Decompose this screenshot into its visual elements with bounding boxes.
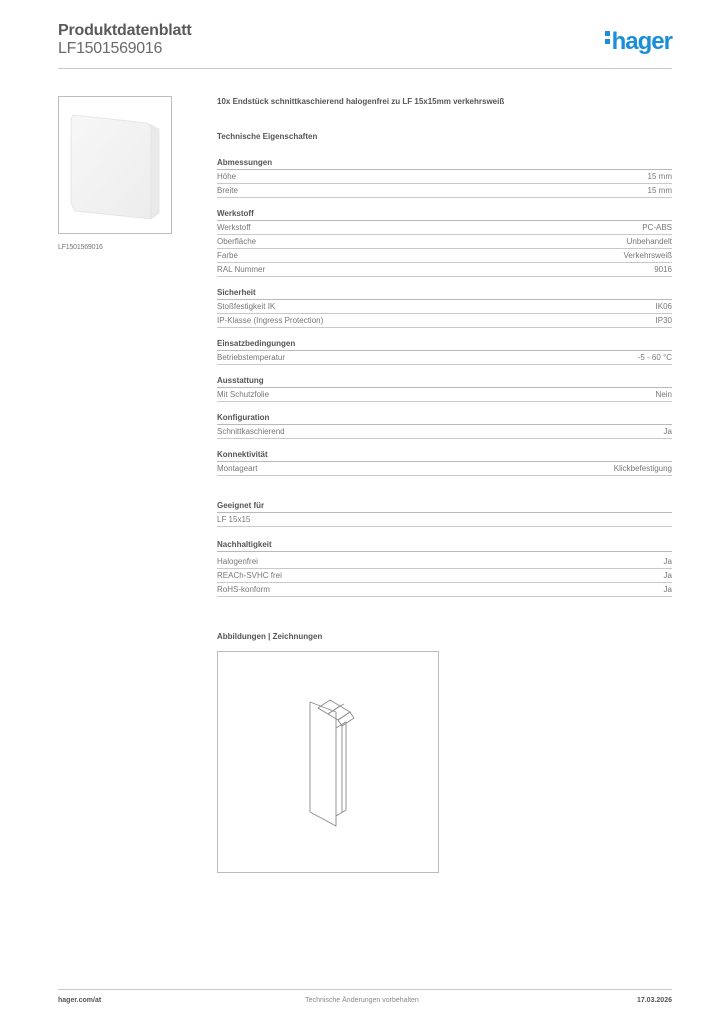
spec-row [217,569,672,583]
spec-content [217,96,672,597]
group-title: Abmessungen [217,157,672,170]
spec-row [217,351,672,365]
spec-group-connectivity [217,449,672,476]
footer-notice: Technische Änderungen vorbehalten [305,997,419,1004]
spec-group-equipment [217,375,672,402]
group-title: Werkstoff [217,208,672,221]
spec-row [217,555,672,569]
spec-value: PC-ABS [642,223,672,232]
spec-value: Ja [663,427,672,436]
page-header [58,20,672,68]
spec-value: Ja [663,585,672,594]
spec-row [217,513,672,527]
header-divider [58,68,672,69]
product-photo [58,96,172,234]
group-title: Konfiguration [217,412,672,425]
group-title: Ausstattung [217,375,672,388]
spec-value: Ja [663,557,672,566]
spec-label: Breite [217,186,238,195]
spec-label: RoHS-konform [217,585,270,594]
group-title: Geeignet für [217,500,672,513]
group-title: Konnektivität [217,449,672,462]
spec-label: Stoßfestigkeit IK [217,302,276,311]
spec-value: Verkehrsweiß [623,251,672,260]
logo-colon-icon [605,28,610,47]
spec-row [217,184,672,198]
spec-value: 15 mm [647,186,672,195]
spec-row [217,583,672,597]
spec-label: LF 15x15 [217,515,251,524]
spec-row [217,221,672,235]
spec-label: Mit Schutzfolie [217,390,270,399]
spec-group-sustainability [217,539,672,597]
spec-row [217,388,672,402]
spec-label: Montageart [217,464,258,473]
spec-label: RAL Nummer [217,265,266,274]
spec-value: Ja [663,571,672,580]
spec-group-dimensions [217,157,672,198]
spec-group-suitable-for [217,500,672,527]
spec-row [217,263,672,277]
product-photo-caption: LF1501569016 [58,244,103,251]
spec-group-operating-conditions [217,338,672,365]
drawings-heading: Abbildungen | Zeichnungen [217,632,323,641]
spec-group-configuration [217,412,672,439]
product-box-image [67,107,163,222]
end-cap-drawing-icon [218,652,438,872]
group-title: Nachhaltigkeit [217,539,672,552]
spec-label: Höhe [217,172,237,181]
spec-label: Oberfläche [217,237,257,246]
spec-row [217,235,672,249]
footer-website-link[interactable]: hager.com/at [58,997,102,1004]
spec-group-safety [217,287,672,328]
spec-label: Halogenfrei [217,557,258,566]
spec-row [217,249,672,263]
spec-group-material [217,208,672,277]
spec-value: 9016 [654,265,672,274]
spec-row [217,300,672,314]
spec-value: 15 mm [647,172,672,181]
spec-label: Farbe [217,251,238,260]
spec-label: Betriebstemperatur [217,353,286,362]
spec-label: IP-Klasse (Ingress Protection) [217,316,324,325]
technical-drawing [217,651,439,873]
hager-logo [605,28,672,56]
spec-row [217,314,672,328]
spec-value: Klickbefestigung [613,464,672,473]
section-title-technical: Technische Eigenschaften [217,132,318,141]
spec-row [217,170,672,184]
spec-value: IK06 [655,302,672,311]
article-number: LF1501569016 [58,40,163,57]
spec-value: Unbehandelt [626,237,672,246]
spec-value: -5 - 60 °C [637,353,672,362]
spec-value: IP30 [655,316,672,325]
document-title: Produktdatenblatt [58,22,192,39]
group-title: Einsatzbedingungen [217,338,672,351]
spec-label: Werkstoff [217,223,251,232]
spec-label: REACh-SVHC frei [217,571,282,580]
spec-row [217,425,672,439]
spec-label: Schnittkaschierend [217,427,285,436]
spec-value: Nein [655,390,672,399]
spec-row [217,462,672,476]
group-title: Sicherheit [217,287,672,300]
footer-divider [58,989,672,990]
logo-text: hager [611,28,672,55]
product-description: 10x Endstück schnittkaschierend halogenfrei zu LF 15x15mm verkehrsweiß [217,97,505,106]
footer-date: 17.03.2026 [636,997,672,1004]
